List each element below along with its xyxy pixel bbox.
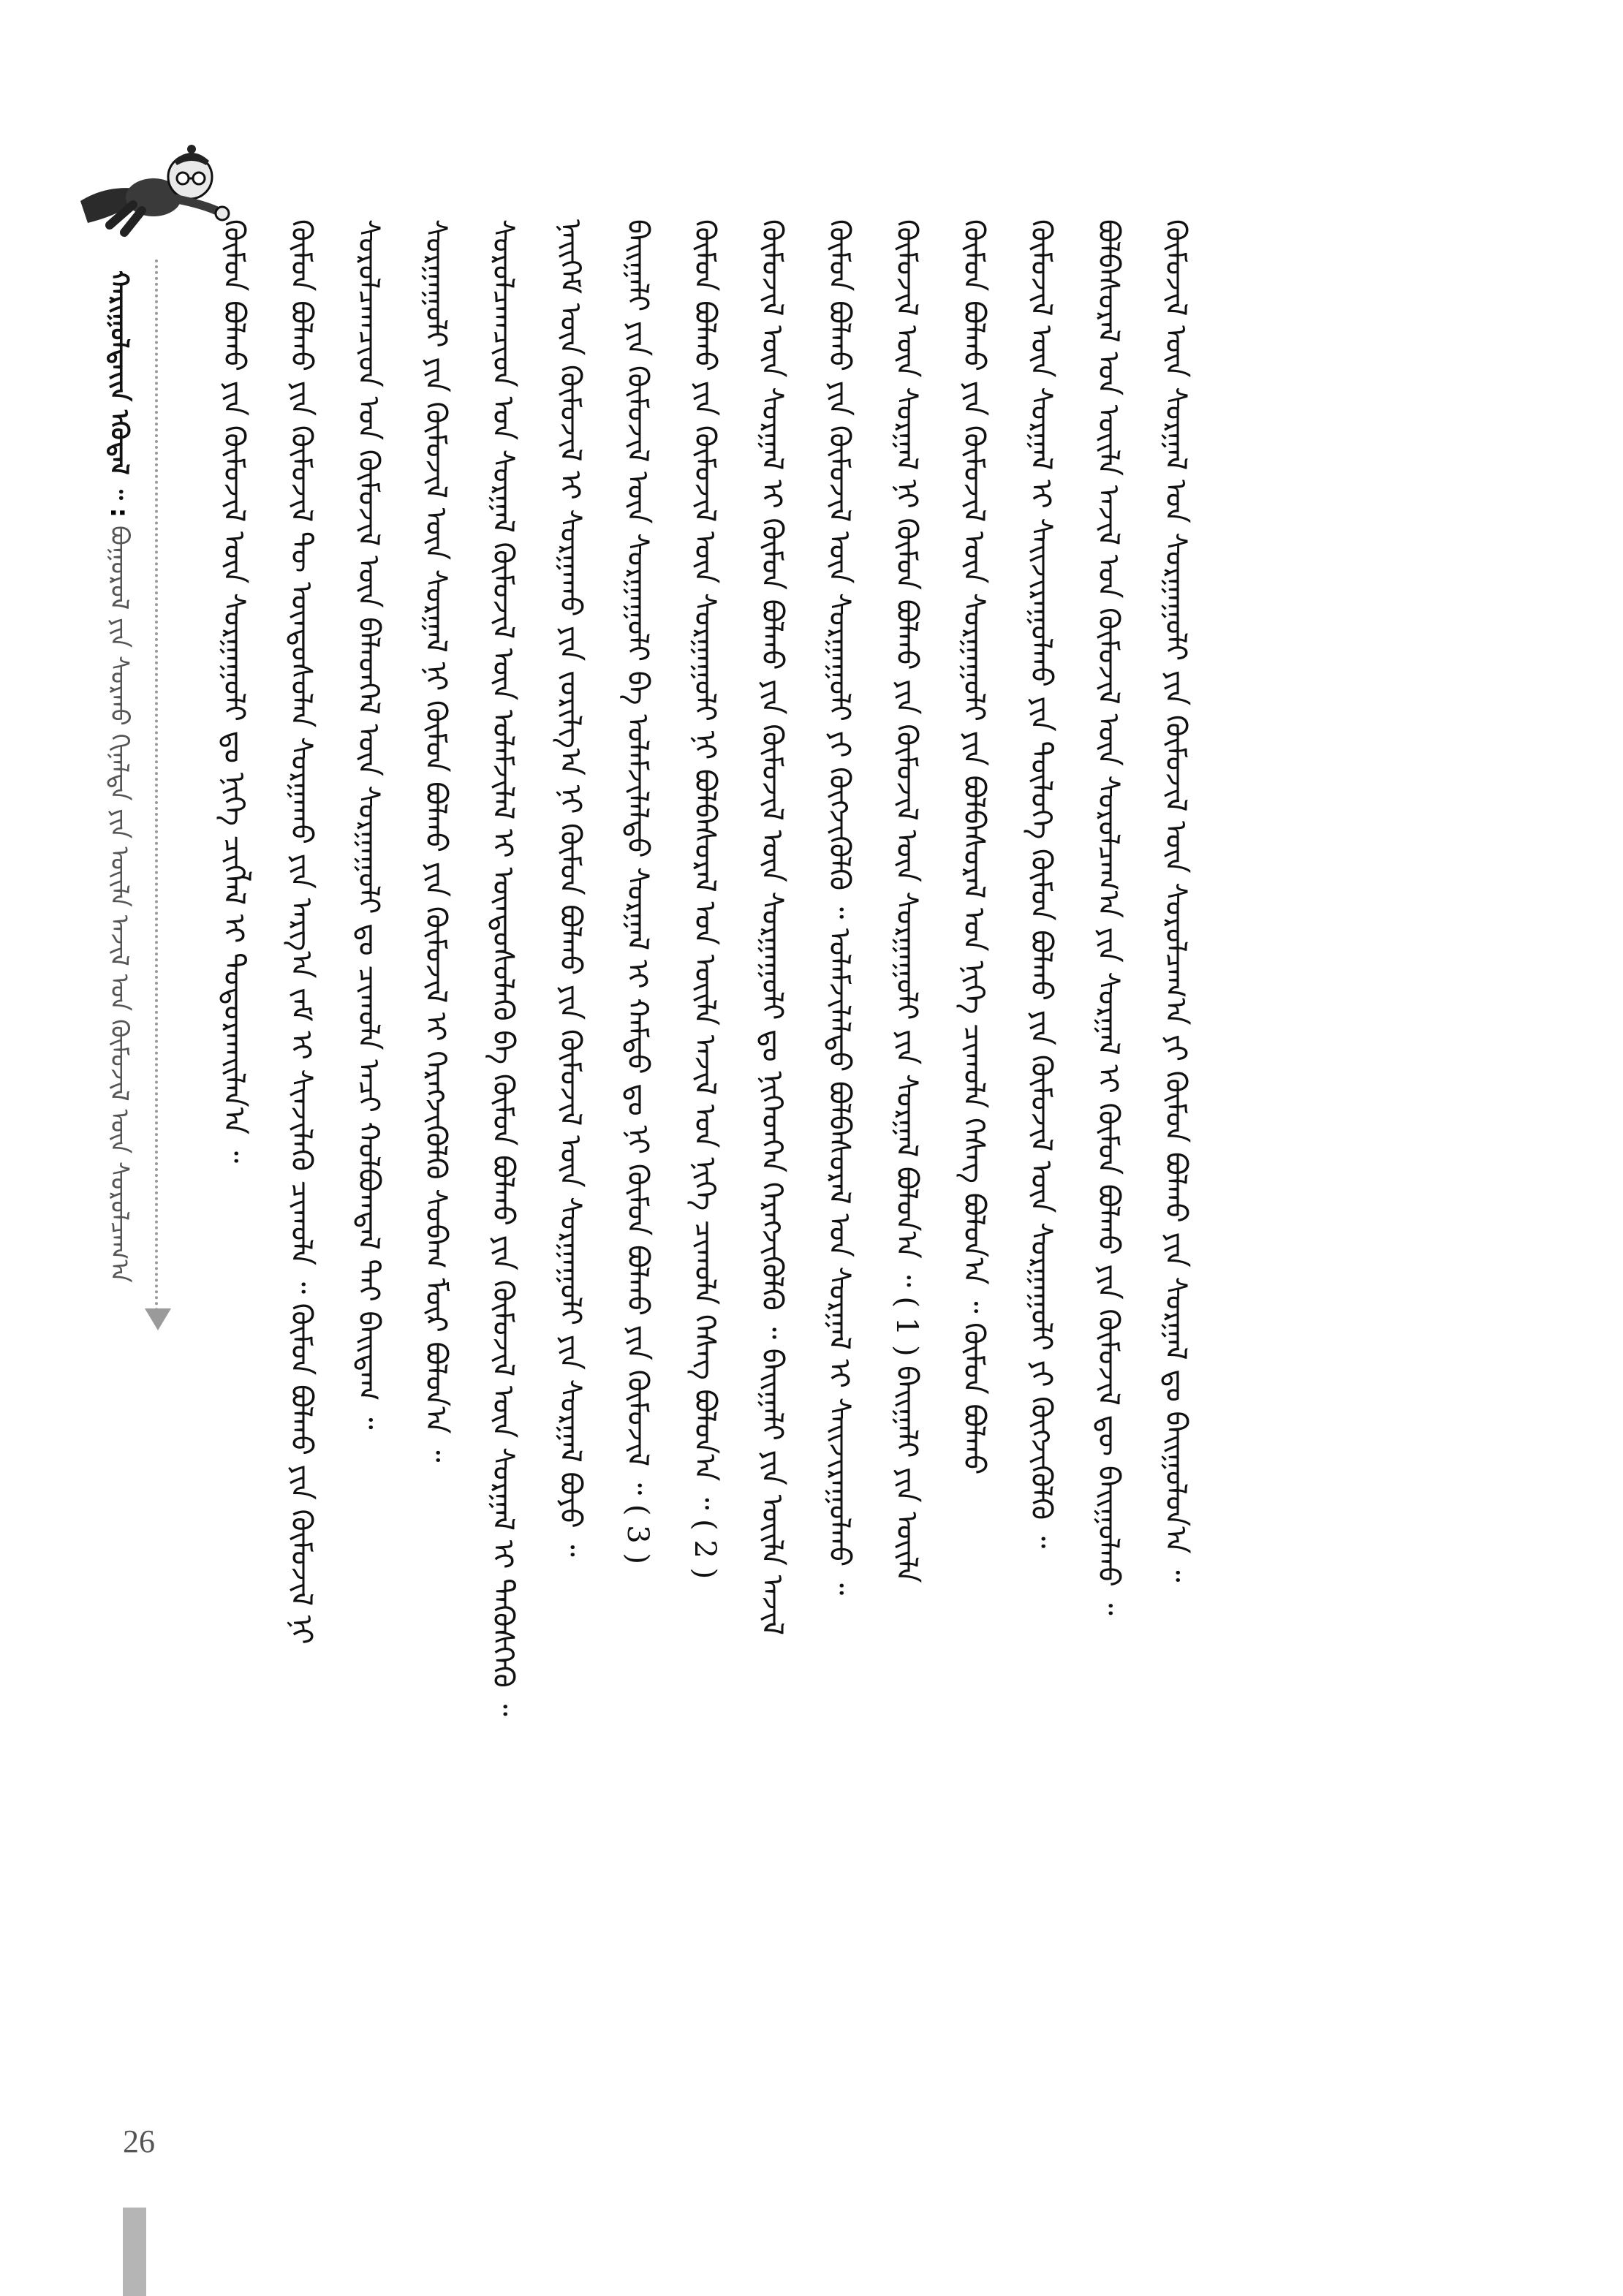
text-column: ᠰᠤᠷᠭᠠᠭᠤᠯᠢ ᠶᠢᠨ ᠬᠦᠮᠦᠵᠢᠯ ᠦᠨ ᠰᠤᠷᠭᠠᠯ ᠨᠢ ᠬᠦᠮᠦᠨ ᠪᠤᠯᠬᠤ ᠶᠢᠨ ᠬᠦᠮᠦᠵᠢᠯ ᠢ ᠬᠡᠷᠡᠭᠵᠢᠭᠦᠯᠬᠦ ᠰᠤᠪᠠᠭ ᠮᠥᠷ ᠪᠣᠯᠤᠨ᠎ᠠ ᠃: [419, 219, 453, 1463]
text-column: ᠬᠦᠮᠦᠵᠢᠯ ᠦᠨ ᠰᠤᠷᠭᠠᠯ ᠢ ᠬᠦᠮᠦᠨ ᠪᠤᠯᠬᠤ ᠶᠢᠨ ᠬᠦᠮᠦᠵᠢᠯ ᠦᠨ ᠰᠤᠷᠭᠠᠭᠤᠯᠢ ᠳᠤ ᠨᠢᠭᠡᠳᠬᠡᠨ ᠬᠡᠷᠡᠭᠵᠢᠭᠦᠯᠬᠦ ᠃ ᠪᠠᠢᠭᠠᠯᠢ ᠶᠢᠨ ᠦᠢᠯᠡ ᠠᠵᠢᠯ: [755, 219, 789, 1636]
text-column: ᠬᠦᠮᠦᠵᠢᠯ ᠦᠨ ᠰᠤᠷᠭᠠᠯ ᠢ ᠰᠠᠢᠵᠢᠷᠠᠭᠤᠯᠬᠤ ᠶᠢᠨ ᠲᠥᠯᠦᠭᠡ ᠬᠦᠮᠦᠨ ᠪᠤᠯᠬᠤ ᠶᠢᠨ ᠬᠦᠮᠦᠵᠢᠯ ᠦᠨ ᠰᠤᠷᠭᠠᠭᠤᠯᠢ ᠶᠢ ᠬᠥᠭᠵᠢᠭᠦᠯᠬᠦ ᠃: [1024, 219, 1058, 1549]
text-column: ᠬᠦᠮᠦᠨ ᠪᠤᠯᠬᠤ ᠶᠢᠨ ᠬᠦᠮᠦᠵᠢᠯ ᠦᠨ ᠰᠤᠷᠭᠠᠭᠤᠯᠢ ᠶᠢ ᠬᠥᠭᠵᠢᠭᠦᠯᠬᠦ ᠃ ᠤᠯᠠᠮᠵᠢᠯᠠᠯᠲᠤ ᠪᠣᠯᠪᠠᠰᠤᠷᠠᠯ ᠤᠨ ᠰᠤᠷᠭᠠᠯ ᠢ ᠰᠠᠢᠵᠢᠷᠠᠭᠤᠯᠬᠤ ᠃: [822, 219, 856, 1596]
running-header-text: [94, 270, 145, 1308]
text-column: ᠬᠦᠮᠦᠨ ᠪᠤᠯᠬᠤ ᠶᠢᠨ ᠬᠦᠮᠦᠵᠢᠯ ᠦᠨ ᠰᠤᠷᠭᠠᠭᠤᠯᠢ ᠨᠢ ᠪᠤᠯᠪᠠᠰᠤᠷᠠᠯ ᠤᠨ ᠦᠢᠯᠡ ᠠᠵᠢᠯ ᠤᠨ ᠨᠢᠭᠡ ᠴᠢᠬᠤᠯᠠ ᠬᠡᠰᠡᠭ ᠪᠣᠯᠤᠨ᠎ᠠ ᠃ ( 2 ): [688, 219, 722, 1580]
text-column: ᠬᠦᠮᠦᠵᠢᠯ ᠦᠨ ᠰᠤᠷᠭᠠᠯ ᠨᠢ ᠬᠦᠮᠦᠨ ᠪᠤᠯᠬᠤ ᠶᠢᠨ ᠬᠦᠮᠦᠵᠢᠯ ᠦᠨ ᠰᠤᠷᠭᠠᠭᠤᠯᠢ ᠶᠢᠨ ᠰᠤᠷᠭᠠᠯ ᠪᠣᠯᠤᠨ᠎ᠠ ᠃ ( 1 ) ᠪᠠᠢᠭᠠᠯᠢ ᠶᠢᠨ ᠦᠢᠯᠡ: [890, 219, 923, 1583]
header-dotted-rule: [155, 259, 158, 1312]
text-column: ᠬᠦᠮᠦᠨ ᠪᠤᠯᠬᠤ ᠶᠢᠨ ᠬᠦᠮᠦᠵᠢᠯ ᠲᠦ ᠦᠨᠳᠦᠰᠦᠯᠡᠨ ᠰᠤᠷᠭᠠᠬᠤ ᠶᠢᠨ ᠠᠷᠭ᠎ᠠ ᠵᠠᠮ ᠢ ᠰᠢᠨᠵᠢᠯᠡᠬᠦ ᠴᠢᠬᠤᠯᠠ ᠃ ᠬᠦᠮᠦᠨ ᠪᠤᠯᠬᠤ ᠶᠢᠨ ᠬᠦᠮᠦᠵᠢᠯ ᠨᠢ: [284, 219, 318, 1645]
text-column: ᠨᠡᠢᠭᠡᠮ ᠦᠨ ᠬᠦᠮᠦᠵᠢᠯ ᠢ ᠰᠤᠷᠭᠠᠬᠤ ᠶᠢᠨ ᠵᠣᠷᠢᠯᠭ᠎ᠠ ᠨᠢ ᠬᠦᠮᠦᠨ ᠪᠤᠯᠬᠤ ᠶᠢᠨ ᠬᠦᠮᠦᠵᠢᠯ ᠦᠨ ᠰᠤᠷᠭᠠᠭᠤᠯᠢ ᠶᠢᠨ ᠰᠤᠷᠭᠠᠯ ᠪᠤᠶᠤ ᠃: [553, 219, 587, 1557]
text-column: ᠪᠣᠯᠪᠠᠰᠤᠷᠠᠯ ᠤᠨ ᠦᠢᠯᠡ ᠠᠵᠢᠯ ᠤᠨ ᠬᠦᠮᠦᠵᠢᠯ ᠦᠨ ᠰᠤᠷᠤᠯᠴᠠᠭ᠎ᠠ ᠶᠢᠨ ᠰᠤᠷᠭᠠᠯ ᠢ ᠬᠦᠮᠦᠨ ᠪᠤᠯᠬᠤ ᠶᠢᠨ ᠬᠦᠮᠦᠵᠢᠯ ᠳᠦ ᠪᠠᠢᠭᠤᠯᠬᠤ ᠃: [1092, 219, 1125, 1615]
text-column: ᠰᠤᠷᠤᠯᠴᠠᠭᠴᠢᠳ ᠤᠨ ᠰᠤᠷᠭᠠᠯ ᠬᠦᠮᠦᠵᠢᠯ ᠦᠨ ᠤᠯᠠᠮᠵᠢᠯᠠᠯ ᠢ ᠦᠨᠳᠦᠰᠦᠯᠡᠬᠦ ᠪᠠ ᠬᠦᠮᠦᠨ ᠪᠤᠯᠬᠤ ᠶᠢᠨ ᠬᠦᠮᠦᠵᠢᠯ ᠦᠨ ᠰᠤᠷᠭᠠᠯ ᠢ ᠲᠡᠭᠦᠰᠬᠡᠬᠦ ᠃: [486, 219, 520, 1716]
page-number: 26: [123, 2123, 155, 2159]
arrow-down-icon: [145, 1308, 171, 1330]
running-header: [94, 270, 145, 1308]
body-text-block: [212, 219, 1228, 1806]
header-colon: :: [105, 507, 134, 518]
text-column: ᠬᠦᠮᠦᠨ ᠪᠤᠯᠬᠤ ᠶᠢᠨ ᠬᠦᠮᠦᠵᠢᠯ ᠦᠨ ᠰᠤᠷᠭᠠᠭᠤᠯᠢ ᠶᠢᠨ ᠪᠤᠯᠪᠠᠰᠤᠷᠠᠯ ᠤᠨ ᠨᠢᠭᠡ ᠴᠢᠬᠤᠯᠠ ᠬᠡᠰᠡᠭ ᠪᠣᠯᠤᠨ᠎ᠠ ᠃ ᠬᠦᠮᠦᠨ ᠪᠤᠯᠬᠤ: [957, 219, 991, 1475]
page-edge-tab: [123, 2208, 146, 2296]
text-column: ᠰᠤᠷᠤᠯᠴᠠᠭᠴᠢᠳ ᠤᠨ ᠬᠦᠮᠦᠵᠢᠯ ᠦᠨ ᠪᠡᠯᠡᠳᠬᠡᠯ ᠦᠨ ᠰᠤᠷᠭᠠᠭᠤᠯᠢ ᠳᠤ ᠴᠢᠬᠤᠯᠠ ᠠᠴᠢ ᠬᠤᠯᠪᠤᠭᠳᠠᠯ ᠲᠠᠢ ᠪᠠᠢᠳᠠᠭ ᠃: [352, 219, 385, 1430]
text-column: ᠪᠠᠢᠭᠠᠯᠢ ᠶᠢᠨ ᠬᠦᠮᠦᠵᠢᠯ ᠦᠨ ᠰᠤᠷᠭᠠᠭᠤᠯᠢ ᠪᠠ ᠤᠯᠠᠮᠵᠢᠯᠠᠯᠲᠤ ᠰᠤᠷᠭᠠᠯ ᠢ ᠬᠠᠮᠲᠤ ᠳᠤ ᠨᠢ ᠬᠦᠮᠦᠨ ᠪᠤᠯᠬᠤ ᠶᠢᠨ ᠬᠦᠮᠦᠵᠢᠯ ᠃ ( 3 ): [621, 219, 654, 1565]
header-title-prefix: ᠬᠠᠷᠢᠭᠤᠯᠲᠠᠶ᠋ᠢᠨ ᠡᠭᠦᠳᠡᠯ ᠃: [105, 270, 134, 500]
header-title-main: ᠪᠤᠭᠤᠷᠤᠯ ᠶᠢᠨ ᠰᠤᠷᠬᠤ ᠬᠢᠨᠠᠯᠲᠠ ᠶᠢᠨ ᠦᠢᠯᠡ ᠠᠵᠢᠯ ᠤᠨ ᠬᠦᠮᠦᠵᠢᠯ ᠦᠨ ᠰᠤᠷᠤᠯᠴᠠᠭ᠎ᠠ: [105, 526, 134, 1283]
text-column: ᠬᠦᠮᠦᠨ ᠪᠤᠯᠬᠤ ᠶᠢᠨ ᠬᠦᠮᠦᠵᠢᠯ ᠦᠨ ᠰᠤᠷᠭᠠᠭᠤᠯᠢ ᠳᠤ ᠨᠢᠭᠡ ᠴᠢᠭᠯᠡᠯ ᠢ ᠲᠣᠳᠣᠷᠬᠠᠢᠯᠠᠨ᠎ᠠ ᠃: [217, 219, 251, 1164]
text-column: ᠬᠦᠮᠦᠵᠢᠯ ᠦᠨ ᠰᠤᠷᠭᠠᠯ ᠤᠨ ᠰᠤᠷᠭᠠᠭᠤᠯᠢ ᠶᠢᠨ ᠬᠦᠮᠦᠵᠢᠯ ᠦᠨ ᠰᠤᠷᠤᠯᠴᠠᠭ᠎ᠠ ᠶᠢ ᠬᠦᠮᠦᠨ ᠪᠤᠯᠬᠤ ᠶᠢᠨ ᠰᠤᠷᠭᠠᠯ ᠳᠤ ᠪᠠᠢᠭᠤᠯᠤᠨ᠎ᠠ ᠃: [1159, 219, 1192, 1583]
mascot-illustration: [66, 132, 234, 241]
